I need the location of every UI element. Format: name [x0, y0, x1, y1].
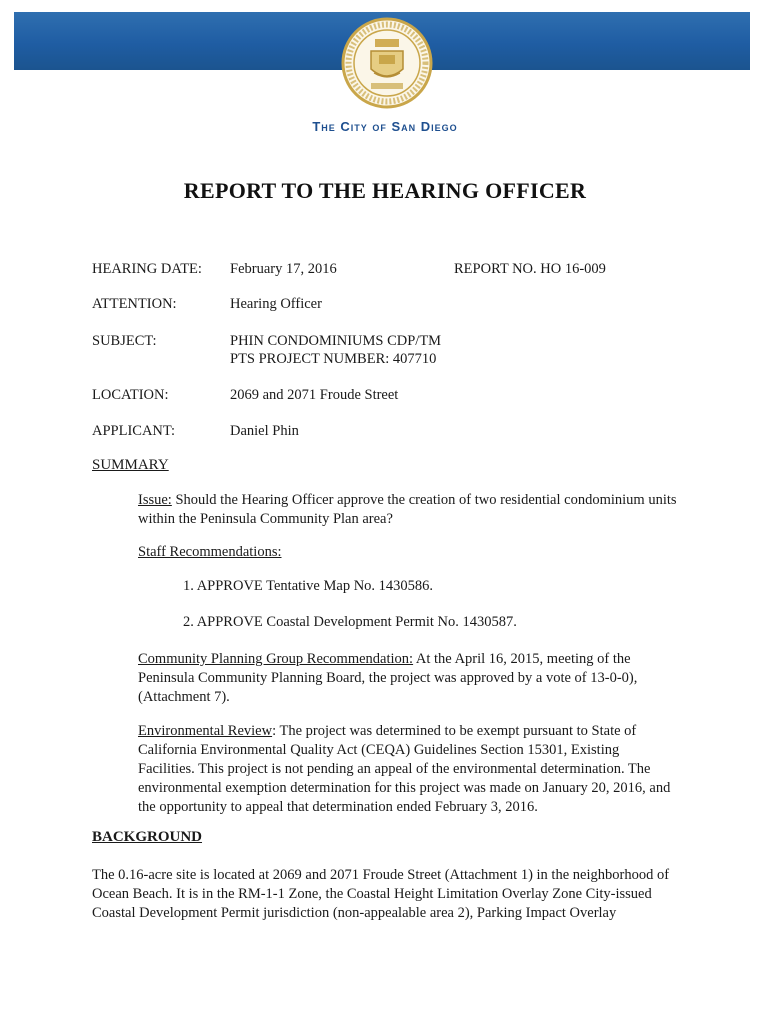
issue-paragraph [138, 491, 678, 529]
recommendation-1: 1. APPROVE Tentative Map No. 1430586. [183, 578, 434, 594]
subject-label: SUBJECT: [92, 333, 157, 349]
summary-heading: SUMMARY [92, 457, 169, 473]
background-paragraph: The 0.16-acre site is located at 2069 and 2071 Froude Street (Attachment 1) in the neighborhood of Ocean Beach. It is in the RM-1-1 Zone, the Coastal Height Limitation Overlay Zone City-issued Coastal Development Permit jurisdiction (non-appealable area 2), Parking Impact Overlay [92, 867, 670, 921]
recommendation-2: 2. APPROVE Coastal Development Permit No. 1430587. [183, 614, 517, 630]
report-number: REPORT NO. HO 16-009 [454, 261, 606, 277]
hearing-date-label: HEARING DATE: [92, 261, 202, 277]
cpg-text: At the April 16, 2015, meeting of the Peninsula Community Planning Board, the project was approved by a vote of 13-0-0), (Attachment 7). [138, 651, 638, 705]
subject-value-line2: PTS PROJECT NUMBER: 407710 [230, 351, 437, 367]
applicant-label: APPLICANT: [92, 423, 176, 439]
attention-value: Hearing Officer [230, 296, 322, 312]
env-text: : The project was determined to be exempt pursuant to State of California Environmental Quality Act (CEQA) Guidelines Section 15301, Existing Facilities. This project is not pending an appeal of the environmental determination. The environmental exemption determination for this project was made on January 20, 2016, and the opportunity to appeal that determination ended February 3, 2016. [138, 723, 671, 815]
location-value: 2069 and 2071 Froude Street [230, 387, 399, 403]
issue-label: Issue: [138, 492, 172, 508]
applicant-value: Daniel Phin [230, 423, 299, 439]
background-heading: BACKGROUND [92, 829, 203, 845]
location-label: LOCATION: [92, 387, 169, 403]
subject-value-line1: PHIN CONDOMINIUMS CDP/TM [230, 333, 442, 349]
city-name: The City of San Diego [312, 119, 458, 134]
cpg-label: Community Planning Group Recommendation: [138, 651, 414, 667]
report-title: REPORT TO THE HEARING OFFICER [183, 178, 587, 203]
cpg-paragraph [138, 650, 678, 707]
staff-recommendations-label: Staff Recommendations: [138, 544, 282, 560]
environmental-review-paragraph [138, 722, 678, 817]
city-seal-icon [341, 17, 433, 109]
hearing-date-value: February 17, 2016 [230, 261, 337, 277]
env-label: Environmental Review [138, 723, 273, 739]
issue-text: Should the Hearing Officer approve the creation of two residential condominium units within the Peninsula Community Plan area? [138, 492, 677, 527]
attention-label: ATTENTION: [92, 296, 177, 312]
